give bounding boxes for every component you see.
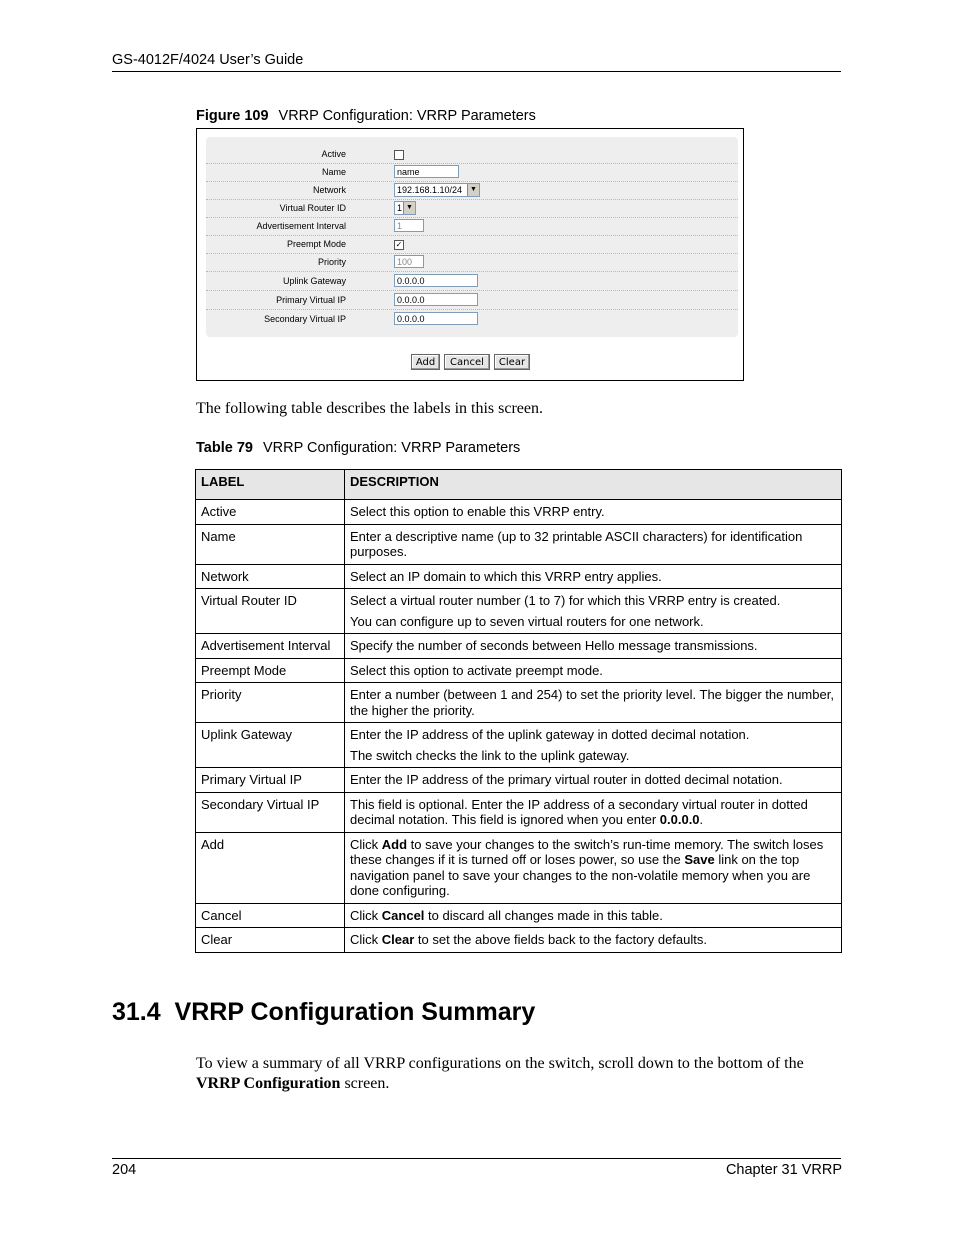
table-row: [196, 903, 842, 928]
text-segment: Click: [350, 907, 382, 923]
footer-rule: [112, 1158, 841, 1159]
row-description: [345, 500, 842, 525]
row-label: Uplink Gateway: [196, 723, 345, 768]
field-label: Secondary Virtual IP: [264, 314, 346, 324]
chevron-down-icon: ▼: [403, 202, 415, 214]
row-label: Virtual Router ID: [196, 589, 345, 634]
description-paragraph: Select a virtual router number (1 to 7) for which this VRRP entry is created.: [350, 593, 781, 608]
table-header-row: [196, 470, 842, 500]
table-title: VRRP Configuration: VRRP Parameters: [262, 440, 521, 456]
table-row: [196, 658, 842, 683]
description-paragraph: Select this option to activate preempt mode.: [350, 662, 603, 678]
preempt-mode-checkbox[interactable]: [394, 240, 404, 250]
field-row-advertisement-interval: [206, 218, 738, 236]
chapter-label: Chapter 31 VRRP: [725, 1162, 842, 1178]
row-label: Primary Virtual IP: [196, 768, 345, 793]
text-segment: to discard all changes made in this table.: [424, 907, 663, 923]
bold-term: Cancel: [381, 907, 425, 923]
description-paragraph: [350, 908, 836, 924]
section-heading: 31.4 VRRP Configuration Summary: [112, 998, 536, 1026]
text-segment: link on the top navigation panel to save your changes to the non-volatile memory when you are done configuring.: [350, 852, 811, 898]
cancel-button[interactable]: Cancel: [444, 354, 490, 370]
row-label: Clear: [196, 928, 345, 953]
field-row-secondary-virtual-ip: [206, 311, 738, 328]
clear-button[interactable]: Clear: [494, 354, 530, 370]
table-row: [196, 634, 842, 659]
description-paragraph: You can configure up to seven virtual routers for one network.: [350, 613, 704, 629]
text-segment: to set the above fields back to the factory defaults.: [414, 932, 707, 947]
field-row-network: [206, 182, 738, 200]
field-label: Priority: [317, 257, 346, 267]
row-description: [345, 768, 842, 793]
description-paragraph: Enter a number (between 1 and 254) to set the priority level. The bigger the number, the higher the priority.: [350, 687, 834, 718]
table-row: [196, 683, 842, 723]
field-label: Primary Virtual IP: [276, 295, 346, 305]
row-description: [345, 589, 842, 634]
description-paragraph: Enter the IP address of the uplink gateway in dotted decimal notation.: [350, 727, 750, 742]
chevron-down-icon: ▼: [467, 184, 479, 196]
label-column-header: LABEL: [196, 470, 345, 500]
priority-input[interactable]: 100: [394, 255, 424, 268]
label-description-table: [195, 469, 842, 953]
active-checkbox[interactable]: [394, 150, 404, 160]
row-label: Preempt Mode: [196, 658, 345, 683]
description-paragraph: The switch checks the link to the uplink gateway.: [350, 747, 630, 763]
table-caption: [196, 440, 520, 456]
virtual-router-id-value: 1: [397, 203, 403, 213]
description-paragraph: [350, 837, 836, 899]
text-segment: Click: [350, 836, 382, 852]
field-label: Active: [321, 149, 346, 159]
row-description: [345, 903, 842, 928]
field-row-name: [206, 164, 738, 182]
field-label: Virtual Router ID: [279, 203, 346, 213]
description-paragraph: [350, 932, 836, 948]
description-paragraph: Enter the IP address of the primary virtual router in dotted decimal notation.: [350, 772, 783, 787]
description-paragraph: Select an IP domain to which this VRRP entry applies.: [350, 568, 662, 584]
row-description: [345, 723, 842, 768]
bold-term: Clear: [381, 932, 415, 947]
network-select[interactable]: [394, 183, 480, 197]
table-row: [196, 524, 842, 564]
row-label: Secondary Virtual IP: [196, 792, 345, 832]
field-label: Preempt Mode: [286, 239, 346, 249]
table-row: [196, 928, 842, 953]
field-row-active: [206, 146, 738, 164]
text-segment: .: [699, 812, 704, 827]
row-label: Network: [196, 564, 345, 589]
virtual-router-id-select[interactable]: [394, 201, 416, 215]
running-header: GS-4012F/4024 User’s Guide: [112, 52, 304, 68]
description-paragraph: Specify the number of seconds between Hello message transmissions.: [350, 638, 758, 653]
text-segment: to save your changes to the switch’s run-time memory. The switch loses these changes if it is turned off or loses power, so use the: [350, 836, 824, 867]
field-label: Advertisement Interval: [256, 221, 346, 231]
figure-number: Figure 109: [196, 108, 269, 124]
table-row: [196, 792, 842, 832]
table-row: [196, 589, 842, 634]
row-label: Name: [196, 524, 345, 564]
advertisement-interval-input[interactable]: 1: [394, 219, 424, 232]
description-paragraph: Select this option to enable this VRRP entry.: [350, 504, 605, 519]
row-description: [345, 524, 842, 564]
row-label: Active: [196, 500, 345, 525]
table-row: [196, 500, 842, 525]
table-row: [196, 723, 842, 768]
bold-term: Save: [684, 852, 715, 867]
section-paragraph: [196, 1054, 842, 1094]
secondary-virtual-ip-input[interactable]: 0.0.0.0: [394, 312, 478, 325]
check-icon: ✓: [395, 240, 403, 249]
field-label: Network: [312, 185, 346, 195]
text-segment: Click: [350, 932, 382, 947]
bold-term: Add: [381, 836, 408, 852]
field-row-virtual-router-id: [206, 200, 738, 218]
description-paragraph: Enter a descriptive name (up to 32 printable ASCII characters) for identification purposes.: [350, 528, 803, 559]
add-button[interactable]: Add: [411, 354, 440, 370]
table-row: [196, 564, 842, 589]
section-paragraph-end: screen.: [340, 1075, 390, 1092]
figure-title: VRRP Configuration: VRRP Parameters: [278, 108, 536, 124]
row-description: [345, 928, 842, 953]
table-number: Table 79: [196, 440, 253, 456]
row-label: Priority: [196, 683, 345, 723]
figure-caption: [196, 108, 536, 124]
row-description: [345, 832, 842, 903]
row-label: Cancel: [196, 903, 345, 928]
network-select-value: 192.168.1.10/24: [397, 185, 463, 195]
row-description: [345, 658, 842, 683]
name-input[interactable]: name: [394, 165, 459, 178]
text-segment: This field is optional. Enter the IP address of a secondary virtual router in dotted decimal notation. This field is ignored when you enter: [350, 796, 808, 827]
uplink-gateway-input[interactable]: 0.0.0.0: [394, 274, 478, 287]
field-label: Uplink Gateway: [282, 276, 346, 286]
field-row-primary-virtual-ip: [206, 292, 738, 310]
section-paragraph-text: To view a summary of all VRRP configurations on the switch, scroll down to the bottom of the: [196, 1055, 804, 1072]
header-rule: [112, 71, 841, 72]
row-description: [345, 792, 842, 832]
screen-name: VRRP Configuration: [196, 1075, 341, 1092]
row-label: Add: [196, 832, 345, 903]
row-description: [345, 564, 842, 589]
description-paragraph: [350, 797, 836, 828]
row-description: [345, 634, 842, 659]
page-number: 204: [112, 1162, 137, 1178]
field-row-uplink-gateway: [206, 273, 738, 291]
bold-term: 0.0.0.0: [659, 812, 700, 827]
row-description: [345, 683, 842, 723]
description-column-header: DESCRIPTION: [345, 470, 842, 500]
row-label: Advertisement Interval: [196, 634, 345, 659]
intro-paragraph: The following table describes the labels in this screen.: [196, 400, 544, 417]
table-row: [196, 832, 842, 903]
field-label: Name: [321, 167, 346, 177]
table-row: [196, 768, 842, 793]
field-row-preempt-mode: [206, 236, 738, 254]
primary-virtual-ip-input[interactable]: 0.0.0.0: [394, 293, 478, 306]
field-row-priority: [206, 254, 738, 272]
